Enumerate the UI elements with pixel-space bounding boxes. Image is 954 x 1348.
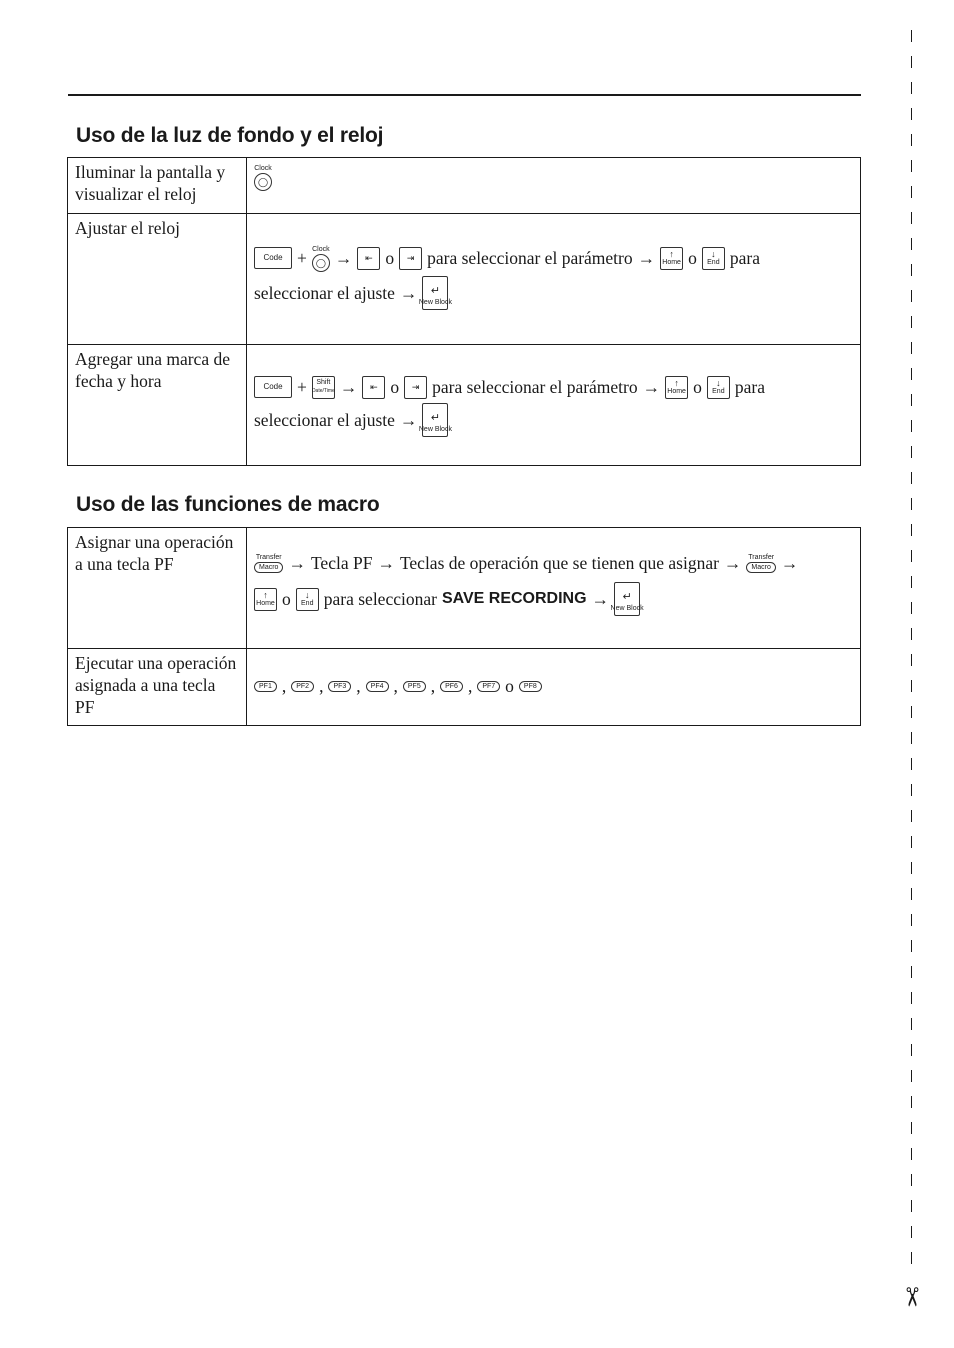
left-arrow-icon: ⇤	[370, 381, 378, 392]
up-arrow-icon: ↑	[263, 589, 268, 600]
end-key: ↓ End	[296, 588, 319, 611]
table-row: Asignar una operación a una tecla PF Transfer Macro → Tecla PF → Teclas de operación que se tienen que asignar → Transfer Macro → ↑ Home o ↓ End para seleccionar SAVE RECORDING → ↵ New Block	[68, 528, 861, 649]
pf8-key: PF8	[519, 681, 542, 692]
clock-key: Clock ◯	[254, 164, 272, 191]
right-arrow-icon: ⇥	[411, 381, 420, 392]
down-arrow-icon: ↓	[711, 248, 716, 259]
lightbulb-icon: ◯	[312, 254, 330, 272]
row-label: Iluminar la pantalla y visualizar el reloj	[68, 158, 247, 214]
row-label: Agregar una marca de fecha y hora	[68, 345, 247, 466]
header-rule	[68, 94, 861, 96]
section-title-macro: Uso de las funciones de macro	[76, 493, 380, 516]
home-key: ↑ Home	[254, 588, 277, 611]
down-arrow-icon: ↓	[305, 589, 310, 600]
transfer-macro-key: Transfer Macro	[748, 554, 775, 571]
enter-key: ↵ New Block	[614, 582, 640, 616]
transfer-macro-key: Transfer Macro	[255, 554, 282, 571]
return-arrow-icon: ↵	[622, 591, 632, 603]
pf1-key: PF1	[254, 681, 277, 692]
pf4-key: PF4	[366, 681, 389, 692]
down-arrow-icon: ↓	[716, 377, 721, 388]
table-row: Ejecutar una operación asignada a una tecla PF PF1 , PF2 , PF3 , PF4 , PF5 , PF6 , PF7 o PF8	[68, 649, 861, 726]
pf5-key: PF5	[403, 681, 426, 692]
pf6-key: PF6	[440, 681, 463, 692]
left-tab-key	[362, 376, 385, 399]
enter-key: ↵ New Block	[422, 403, 448, 437]
right-tab-key	[404, 376, 427, 399]
code-key: Code	[254, 376, 292, 398]
macro-table	[67, 527, 861, 726]
enter-key: ↵ New Block	[422, 276, 448, 310]
right-arrow-icon: ⇥	[406, 252, 415, 263]
table-row	[68, 158, 861, 214]
row-label: Asignar una operación a una tecla PF	[68, 528, 247, 649]
end-key: ↓ End	[707, 376, 730, 399]
section-title-backlight-clock: Uso de la luz de fondo y el reloj	[76, 124, 384, 147]
scissors-icon: ✂	[895, 1286, 926, 1308]
backlight-clock-table	[67, 157, 861, 466]
shift-datetime-key: Shift Date/Time	[312, 376, 335, 399]
lightbulb-icon: ◯	[254, 173, 272, 191]
pf2-key: PF2	[291, 681, 314, 692]
return-arrow-icon: ↵	[430, 285, 441, 297]
table-row: Ajustar el reloj Code + Clock ◯ → ⇤ o ⇥ para seleccionar el parámetro → ↑ Home o ↓ End para seleccionar el ajuste → ↵ New Block	[68, 214, 861, 345]
clock-key: Clock ◯	[312, 245, 330, 272]
cut-line	[911, 30, 912, 1275]
end-key: ↓ End	[702, 247, 725, 270]
home-key: ↑ Home	[665, 376, 688, 399]
left-tab-key	[357, 247, 380, 270]
left-arrow-icon: ⇤	[365, 252, 373, 263]
up-arrow-icon: ↑	[674, 377, 679, 388]
up-arrow-icon: ↑	[669, 248, 674, 259]
row-label: Ejecutar una operación asignada a una tecla PF	[68, 649, 247, 726]
pf3-key: PF3	[328, 681, 351, 692]
table-row: Agregar una marca de fecha y hora Code + Shift Date/Time → ⇤ o ⇥ para seleccionar el parámetro → ↑ Home o ↓ End para seleccionar el ajuste → ↵ New Block	[68, 345, 861, 466]
right-tab-key	[399, 247, 422, 270]
row-label: Ajustar el reloj	[68, 214, 247, 345]
home-key: ↑ Home	[660, 247, 683, 270]
code-key: Code	[254, 247, 292, 269]
return-arrow-icon: ↵	[430, 412, 441, 424]
pf7-key: PF7	[477, 681, 500, 692]
